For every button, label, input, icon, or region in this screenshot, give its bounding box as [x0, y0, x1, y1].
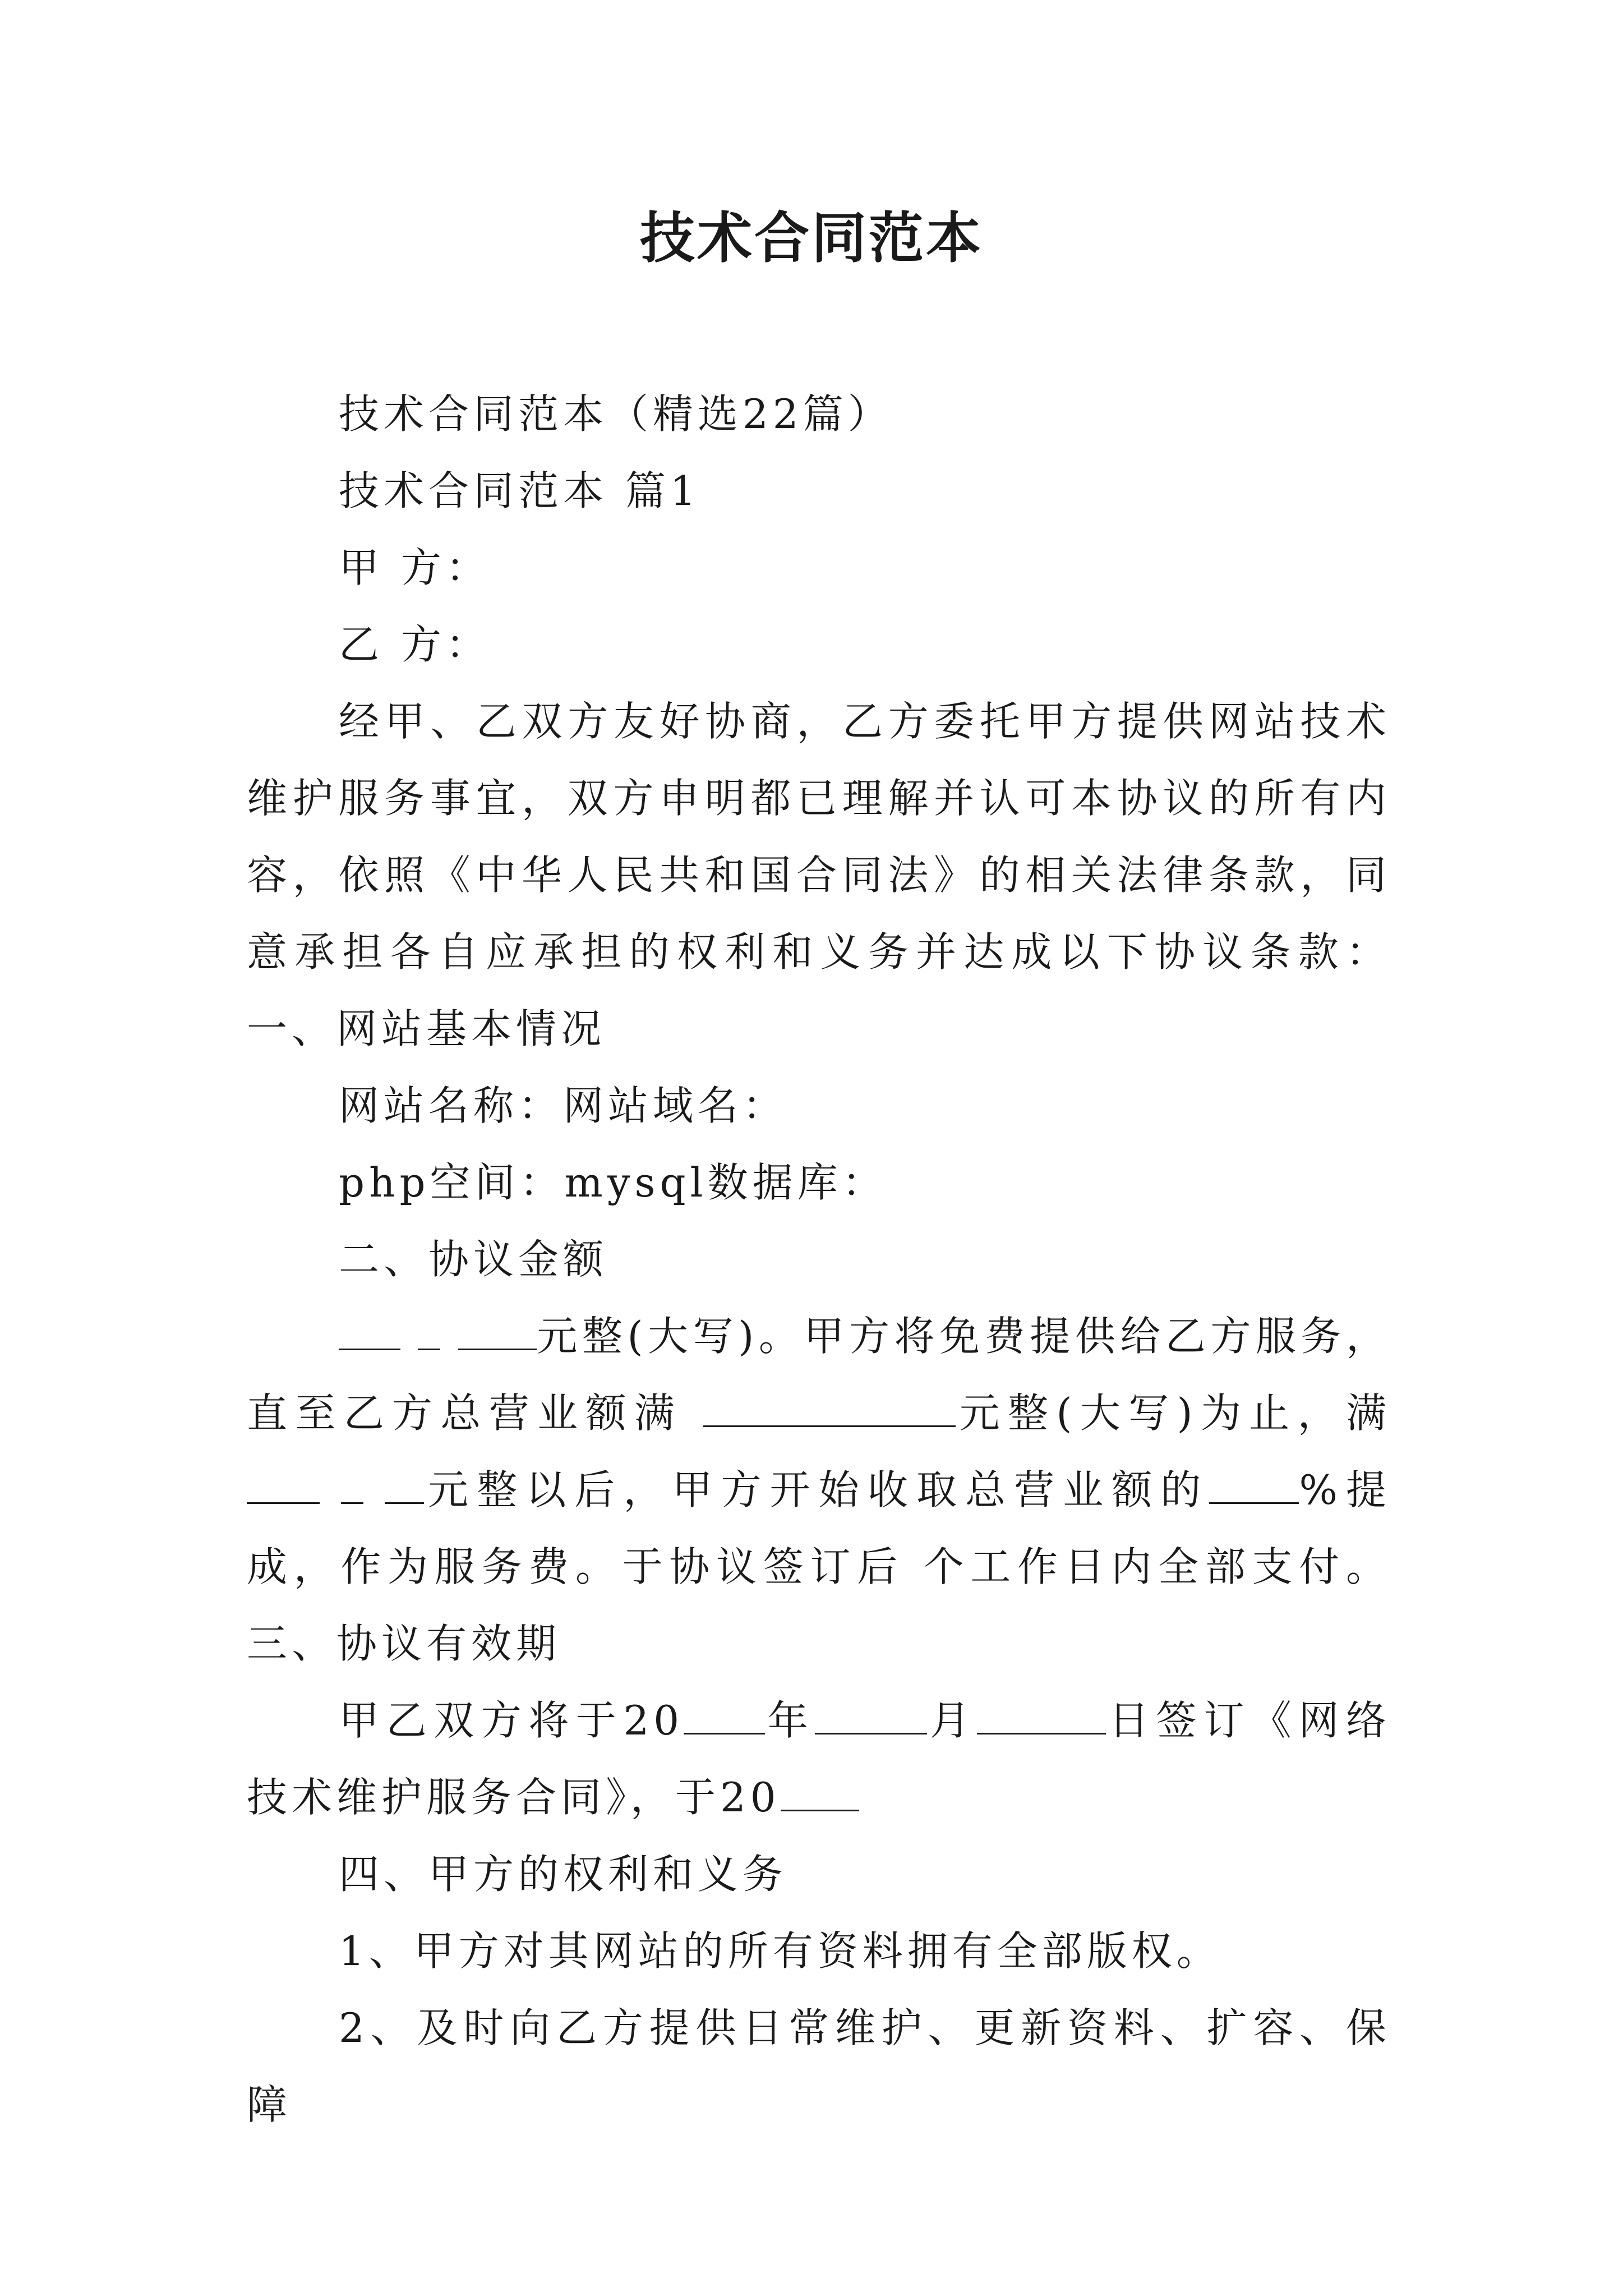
fill-blank [418, 1309, 440, 1350]
section-two-heading: 二、协议金额 [339, 1236, 608, 1283]
fill-blank [247, 1463, 320, 1504]
fill-blank [385, 1463, 424, 1504]
term-month: 月 [927, 1697, 978, 1744]
amount-paragraph [247, 1298, 1391, 1682]
amount-text-3: 元整以后，甲方开始收取总营业额的 [423, 1466, 1210, 1513]
fill-blank [684, 1694, 765, 1734]
clause-1: 1、甲方对其网站的所有资料拥有全部版权。 [339, 1927, 1221, 1975]
site-name-domain-line: 网站名称：网站域名： [339, 1082, 788, 1129]
fill-blank [339, 1309, 400, 1350]
party-a-line: 甲 方： [339, 544, 491, 591]
intro-paragraph: 经甲、乙双方友好协商，乙方委托甲方提供网站技术维护服务事宜，双方申明都已理解并认可本协议的所有内容，依照《中华人民共和国合同法》的相关法律条款，同意承担各自应承担的权利和义务并达成以下协议条款：一、网站基本情况 [247, 698, 1391, 1052]
amount-text-2: 元整(大写)为止，满 [956, 1389, 1391, 1437]
fill-blank [458, 1309, 537, 1350]
section-four-heading: 四、甲方的权利和义务 [339, 1851, 788, 1898]
clause-2: 2、及时向乙方提供日常维护、更新资料、扩容、保障 [247, 2004, 1391, 2128]
amount-text-1: 元整(大写)。甲方将免费提供给乙方服务，直至乙方总营业额满 [247, 1313, 1391, 1437]
php-mysql-line: php空间：mysql数据库： [339, 1159, 887, 1206]
term-text-1: 甲乙双方将于20 [339, 1697, 684, 1744]
fill-blank [1209, 1463, 1299, 1504]
document-body [247, 376, 1391, 2143]
document-title: 技术合同范本 [639, 206, 983, 270]
term-text-2: 日签订《网络技术维护服务合同》，于20 [247, 1697, 1391, 1821]
section-heading: 技术合同范本 篇1 [339, 467, 700, 514]
fill-blank [977, 1694, 1106, 1734]
fill-blank [341, 1463, 363, 1504]
subtitle: 技术合同范本（精选22篇） [339, 390, 893, 438]
term-year: 年 [765, 1697, 815, 1744]
party-b-line: 乙 方： [339, 621, 491, 668]
term-paragraph [247, 1682, 1391, 1836]
fill-blank [815, 1694, 927, 1734]
fill-blank [703, 1386, 956, 1427]
amount-text-4: %提成，作为服务费。于协议签订后 个工作日内全部支付。 三、协议有效期 [247, 1466, 1391, 1667]
fill-blank [781, 1770, 859, 1811]
